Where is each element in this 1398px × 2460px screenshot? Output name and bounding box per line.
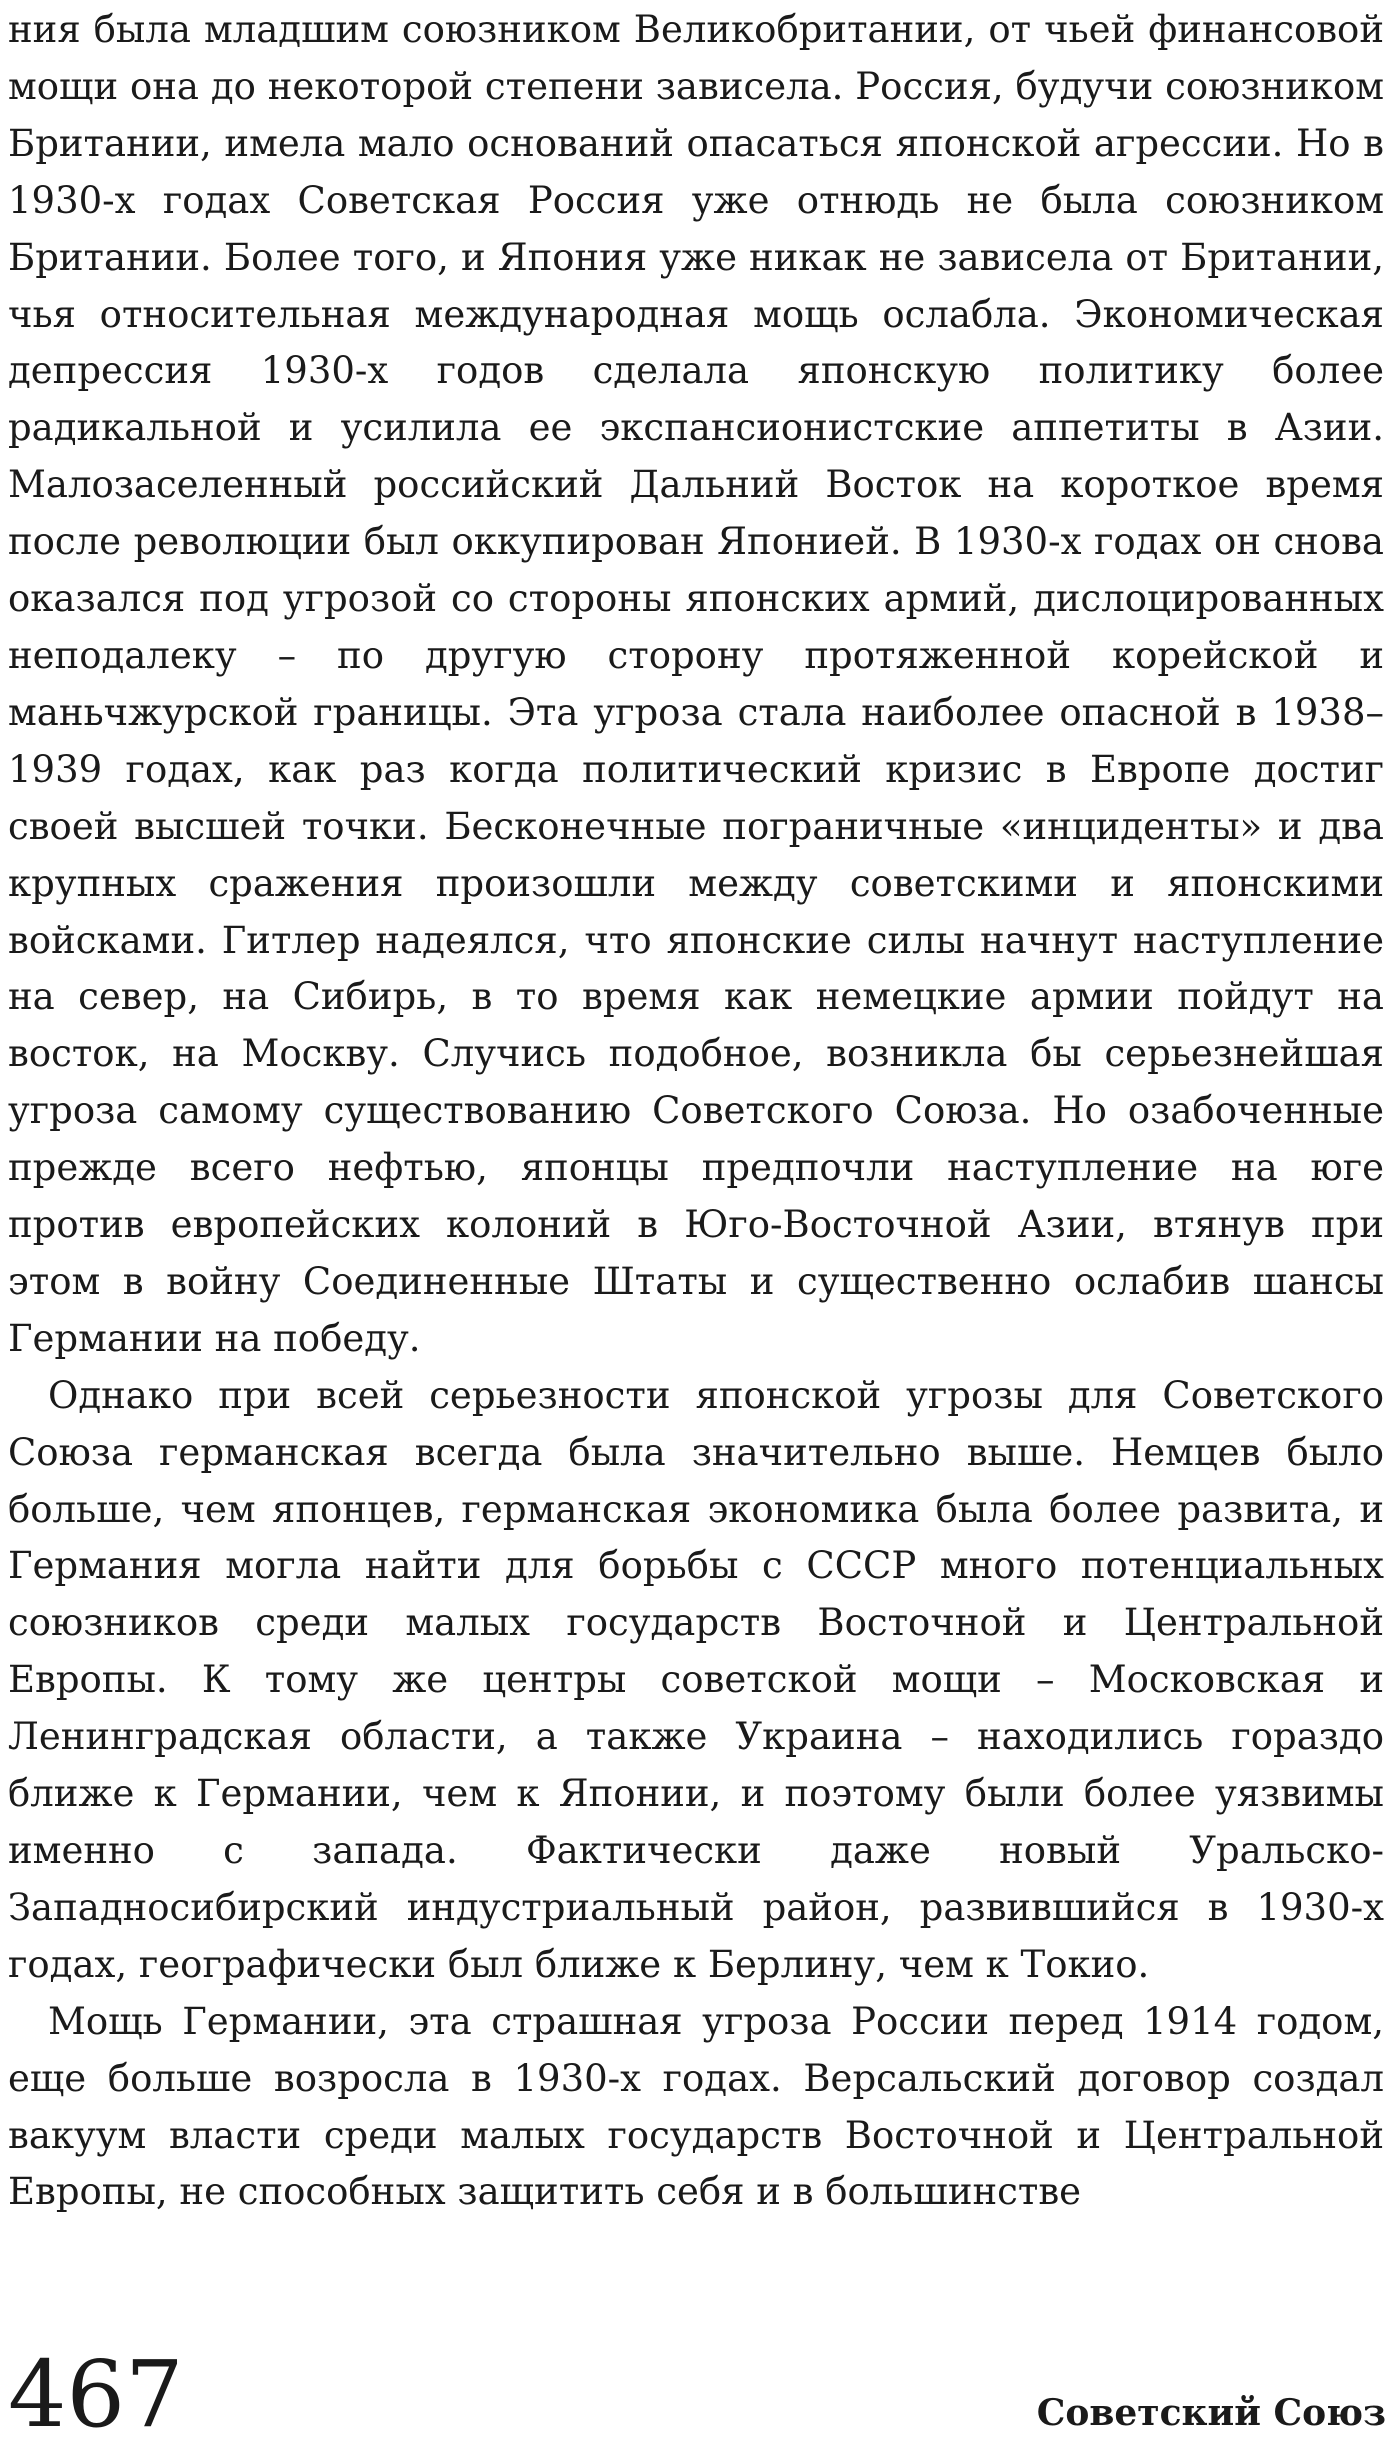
page-number: 467 bbox=[8, 2341, 184, 2448]
paragraph-1: ния была младшим союзником Великобритании, от чьей финансовой мощи она до некоторой степени зависела. Россия, будучи союзником Британии, имела мало оснований опасаться японской агрессии. Но в 1930-х годах Советская Россия уже отнюдь не была союзником Британии. Более того, и Япония уже никак не зависела от Британии, чья относительная международная мощь ослабла. Экономическая депрессия 1930-х годов сделала японскую политику более радикальной и усилила ее экспансионистские аппетиты в Азии. Малозаселенный российский Дальний Восток на короткое время после революции был оккупирован Японией. В 1930-х годах он снова оказался под угрозой со стороны японских армий, дислоцированных неподалеку – по другую сторону протяженной корейской и маньчжурской границы. Эта угроза стала наиболее опасной в 1938–1939 годах, как раз когда политический кризис в Европе достиг своей высшей точки. Бесконечные пограничные «инциденты» и два крупных сражения произошли между советскими и японскими войсками. Гитлер надеялся, что японские силы начнут наступление на север, на Сибирь, в то время как немецкие армии пойдут на восток, на Москву. Случись подобное, возникла бы серьезнейшая угроза самому существованию Советского Союза. Но озабоченные прежде всего нефтью, японцы предпочли наступление на юге против европейских колоний в Юго-Восточной Азии, втянув при этом в войну Соединенные Штаты и существенно ослабив шансы Германии на победу. bbox=[8, 8, 1384, 1360]
page-footer bbox=[8, 2341, 1386, 2448]
paragraph-3: Мощь Германии, эта страшная угроза России перед 1914 годом, еще больше возросла в 1930-х годах. Версальский договор создал вакуум власти среди малых государств Восточной и Центральной Европы, не способных защитить себя и в большинстве bbox=[8, 1999, 1384, 2214]
book-page bbox=[8, 0, 1386, 2460]
running-title: Советский Союз bbox=[1036, 2392, 1386, 2434]
paragraph-2: Однако при всей серьезности японской угрозы для Советского Союза германская всегда была значительно выше. Немцев было больше, чем японцев, германская экономика была более развита, и Германия могла найти для борьбы с СССР много потенциальных союзников среди малых государств Восточной и Центральной Европы. К тому же центры советской мощи – Московская и Ленинградская области, а также Украина – находились гораздо ближе к Германии, чем к Японии, и поэтому были более уязвимы именно с запада. Фактически даже новый Уральско-Западносибирский индустриальный район, развившийся в 1930-х годах, географически был ближе к Берлину, чем к Токио. bbox=[8, 1373, 1384, 1986]
body-text bbox=[8, 2, 1384, 2221]
